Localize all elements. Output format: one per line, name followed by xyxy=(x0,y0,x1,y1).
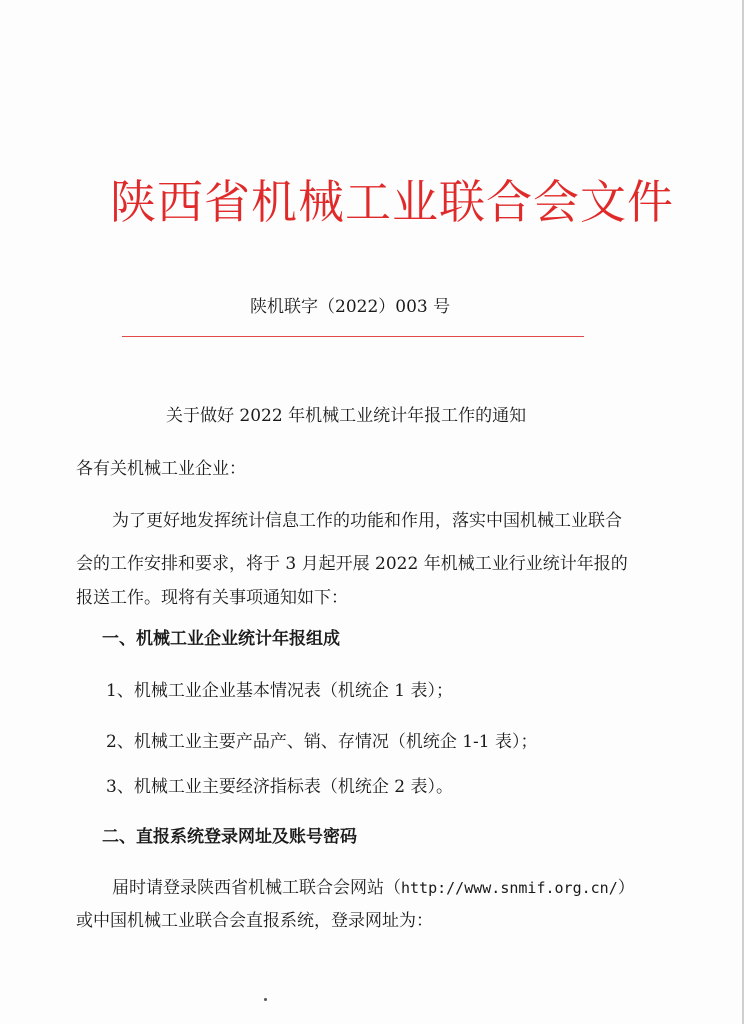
scan-speck xyxy=(264,998,267,1001)
intro-line: 为了更好地发挥统计信息工作的功能和作用，落实中国机械工业联合 xyxy=(112,511,622,531)
website-line xyxy=(112,873,635,898)
list-item: 2、机械工业主要产品产、销、存情况（机统企 1-1 表）； xyxy=(106,732,538,752)
red-divider-line xyxy=(122,336,584,337)
section-heading-2: 二、直报系统登录网址及账号密码 xyxy=(102,827,357,847)
list-item: 1、机械工业企业基本情况表（机统企 1 表）； xyxy=(106,681,453,701)
notice-title: 关于做好 2022 年机械工业统计年报工作的通知 xyxy=(166,406,527,426)
website-url: http://www.snmif.org.cn/ xyxy=(401,879,618,897)
section-heading-1: 一、机械工业企业统计年报组成 xyxy=(102,629,340,649)
document-number: 陕机联字（2022）003 号 xyxy=(250,297,451,317)
intro-line: 报送工作。现将有关事项通知如下： xyxy=(76,588,348,608)
website-line-suffix: ） xyxy=(617,878,635,898)
salutation: 各有关机械工业企业： xyxy=(76,459,246,479)
website-line-prefix: 届时请登录陕西省机械工联合会网站（ xyxy=(112,878,401,898)
intro-line: 会的工作安排和要求，将于 3 月起开展 2022 年机械工业行业统计年报的 xyxy=(76,554,628,574)
list-item: 3、机械工业主要经济指标表（机统企 2 表）。 xyxy=(106,777,453,797)
direct-report-line: 或中国机械工业联合会直报系统，登录网址为： xyxy=(76,911,433,931)
document-header-title: 陕西省机械工业联合会文件 xyxy=(110,175,674,229)
